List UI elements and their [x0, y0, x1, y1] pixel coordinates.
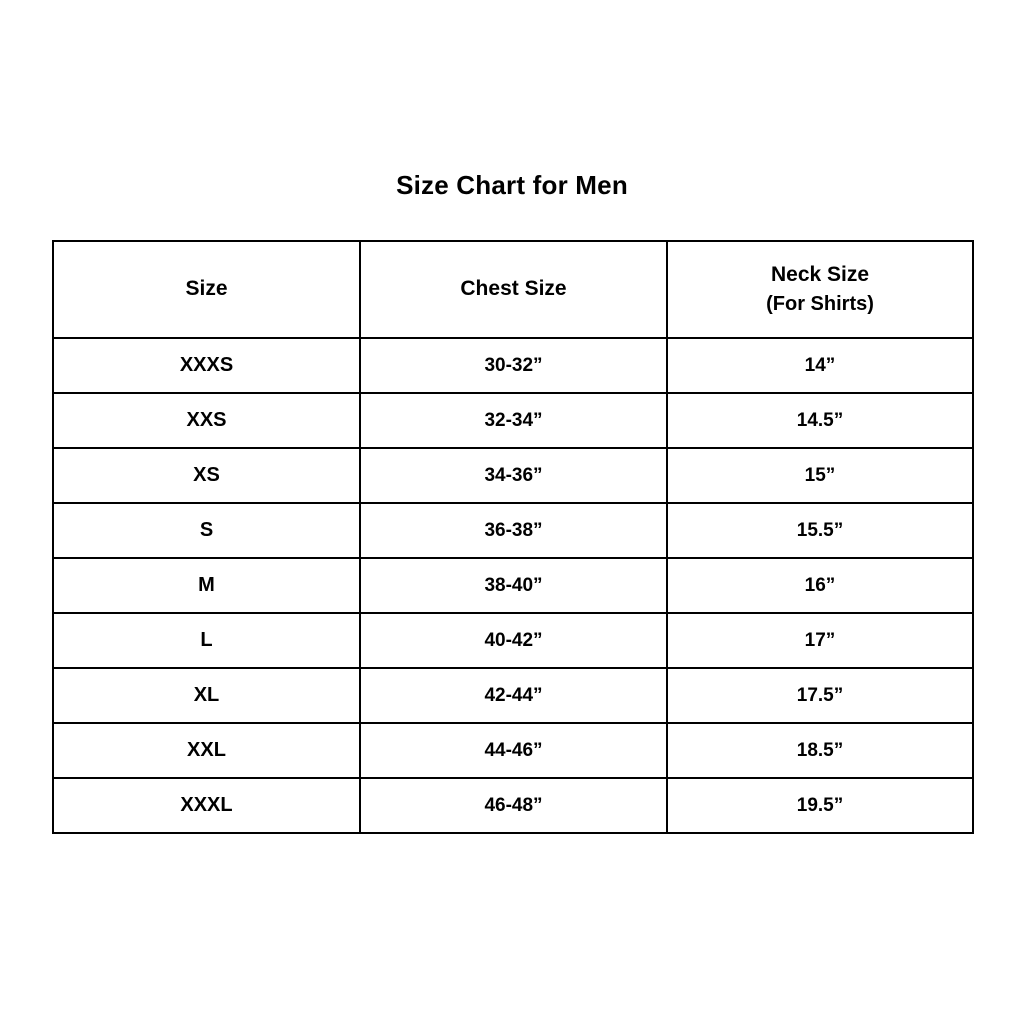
- table-header-row: [53, 241, 973, 338]
- cell-size: M: [53, 558, 360, 613]
- column-header-neck-size: [667, 241, 973, 338]
- table-row: [53, 778, 973, 833]
- cell-size: XL: [53, 668, 360, 723]
- cell-chest: 30-32”: [360, 338, 667, 393]
- table-row: [53, 558, 973, 613]
- cell-chest: 46-48”: [360, 778, 667, 833]
- cell-chest: 42-44”: [360, 668, 667, 723]
- cell-size: XXXS: [53, 338, 360, 393]
- cell-chest: 32-34”: [360, 393, 667, 448]
- size-chart-table: [52, 240, 974, 834]
- column-header-neck-size-sublabel: (For Shirts): [766, 292, 874, 315]
- page-title: Size Chart for Men: [396, 170, 628, 200]
- cell-neck: 14.5”: [667, 393, 973, 448]
- cell-size: S: [53, 503, 360, 558]
- table-body: [53, 338, 973, 833]
- cell-chest: 40-42”: [360, 613, 667, 668]
- cell-size: XXL: [53, 723, 360, 778]
- column-header-size-label: Size: [185, 277, 228, 301]
- column-header-chest-size-label: Chest Size: [460, 277, 567, 301]
- cell-size: XXXL: [53, 778, 360, 833]
- cell-neck: 14”: [667, 338, 973, 393]
- cell-neck: 19.5”: [667, 778, 973, 833]
- column-header-size: [53, 241, 360, 338]
- table-row: [53, 393, 973, 448]
- table-row: [53, 338, 973, 393]
- table-row: [53, 668, 973, 723]
- table-row: [53, 613, 973, 668]
- cell-size: XS: [53, 448, 360, 503]
- cell-size: L: [53, 613, 360, 668]
- cell-neck: 16”: [667, 558, 973, 613]
- table-header: [53, 241, 973, 338]
- cell-neck: 17.5”: [667, 668, 973, 723]
- table-row: [53, 448, 973, 503]
- cell-size: XXS: [53, 393, 360, 448]
- cell-neck: 17”: [667, 613, 973, 668]
- cell-chest: 36-38”: [360, 503, 667, 558]
- cell-neck: 18.5”: [667, 723, 973, 778]
- column-header-chest-size: [360, 241, 667, 338]
- cell-chest: 38-40”: [360, 558, 667, 613]
- column-header-neck-size-label: Neck Size: [770, 263, 870, 287]
- table-row: [53, 723, 973, 778]
- cell-neck: 15.5”: [667, 503, 973, 558]
- cell-chest: 34-36”: [360, 448, 667, 503]
- table-row: [53, 503, 973, 558]
- cell-chest: 44-46”: [360, 723, 667, 778]
- cell-neck: 15”: [667, 448, 973, 503]
